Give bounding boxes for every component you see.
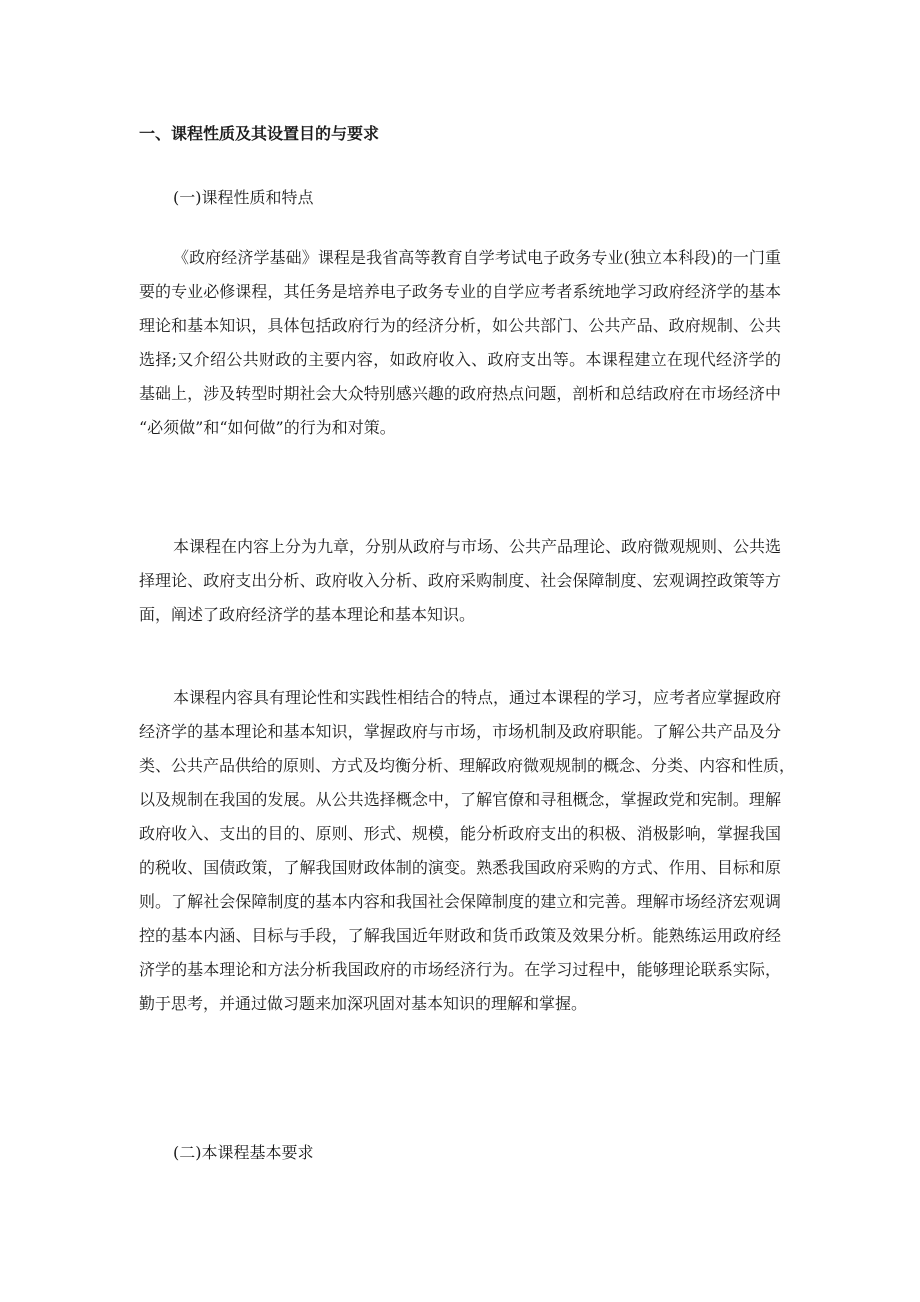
- paragraph-line: 经济学的基本理论和基本知识，掌握政府与市场，市场机制及政府职能。了解公共产品及分: [139, 722, 781, 741]
- section-title: 一、课程性质及其设置目的与要求: [139, 124, 380, 143]
- subsection-title-1: (一)课程性质和特点: [173, 188, 314, 207]
- paragraph-line: 控的基本内涵、目标与手段，了解我国近年财政和货币政策及效果分析。能熟练运用政府经: [139, 926, 781, 945]
- paragraph-line: 类、公共产品供给的原则、方式及均衡分析、理解政府微观规制的概念、分类、内容和性质，: [139, 756, 796, 775]
- paragraph-line: 济学的基本理论和方法分析我国政府的市场经济行为。在学习过程中，能够理论联系实际，: [139, 960, 781, 979]
- paragraph-line: 的税收、国债政策，了解我国财政体制的演变。熟悉我国政府采购的方式、作用、目标和原: [139, 858, 781, 877]
- paragraph-line: 本课程在内容上分为九章，分别从政府与市场、公共产品理论、政府微观规则、公共选: [173, 537, 782, 556]
- paragraph-line: 择理论、政府支出分析、政府收入分析、政府采购制度、社会保障制度、宏观调控政策等方: [139, 571, 781, 590]
- paragraph-line: 面，阐述了政府经济学的基本理论和基本知识。: [139, 605, 476, 624]
- paragraph-course-structure: [139, 530, 781, 632]
- paragraph-line: 选择;又介绍公共财政的主要内容，如政府收入、政府支出等。本课程建立在现代经济学的: [139, 350, 781, 369]
- paragraph-course-features: [139, 681, 796, 1021]
- paragraph-line: 勤于思考，并通过做习题来加深巩固对基本知识的理解和掌握。: [139, 994, 588, 1013]
- paragraph-line: 则。了解社会保障制度的基本内容和我国社会保障制度的建立和完善。理解市场经济宏观调: [139, 892, 781, 911]
- paragraph-line: 基础上，涉及转型时期社会大众特别感兴趣的政府热点问题，剖析和总结政府在市场经济中: [139, 384, 781, 403]
- paragraph-line: “必须做”和“如何做”的行为和对策。: [139, 418, 396, 437]
- paragraph-line: 政府收入、支出的目的、原则、形式、规模，能分析政府支出的积极、消极影响，掌握我国: [139, 824, 781, 843]
- paragraph-line: 要的专业必修课程，其任务是培养电子政务专业的自学应考者系统地学习政府经济学的基本: [139, 282, 781, 301]
- paragraph-line: 以及规制在我国的发展。从公共选择概念中，了解官僚和寻租概念，掌握政党和宪制。理解: [139, 790, 781, 809]
- subsection-title-2: (二)本课程基本要求: [173, 1143, 314, 1162]
- paragraph-line: 本课程内容具有理论性和实践性相结合的特点，通过本课程的学习，应考者应掌握政府: [173, 688, 782, 707]
- paragraph-course-nature: [139, 241, 781, 445]
- paragraph-line: 理论和基本知识，具体包括政府行为的经济分析，如公共部门、公共产品、政府规制、公共: [139, 316, 781, 335]
- paragraph-line: 《政府经济学基础》课程是我省高等教育自学考试电子政务专业(独立本科段)的一门重: [173, 248, 781, 267]
